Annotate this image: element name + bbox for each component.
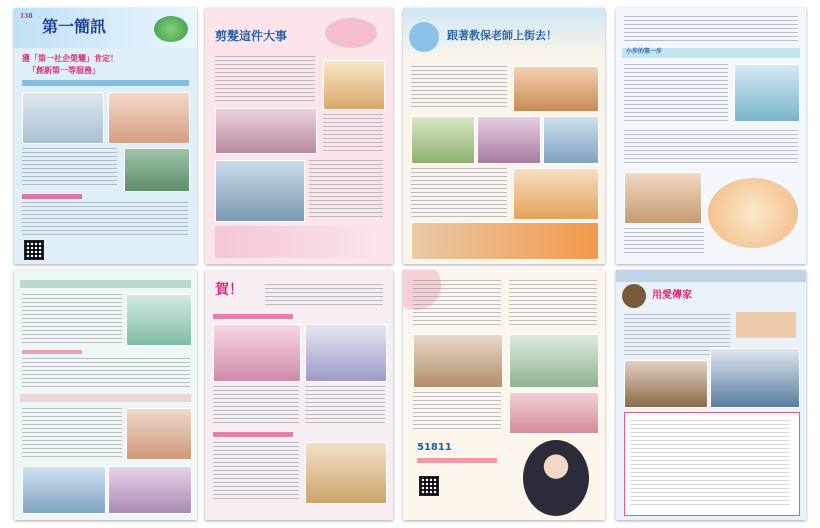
- section-heading: 小步的第一步: [626, 48, 663, 55]
- photo-haircut-3: [215, 160, 305, 222]
- qr-code-icon: [419, 476, 439, 496]
- intro-text: [624, 16, 798, 42]
- photo-outing-3: [477, 116, 541, 164]
- article-text-3: [309, 160, 383, 220]
- article-text: [213, 386, 299, 426]
- photo-event-1: [413, 334, 503, 388]
- photo-service-2: [126, 408, 192, 460]
- photo-service-1: [126, 294, 192, 346]
- photo-service-3: [22, 466, 106, 514]
- photo-staff: [124, 148, 190, 192]
- photo-outing-4: [543, 116, 599, 164]
- section-heading-2: [213, 432, 293, 437]
- issue-number: 138: [20, 13, 33, 20]
- article-text-2: [22, 358, 190, 388]
- article-text-3: [624, 228, 704, 256]
- article-text-2: [22, 202, 188, 238]
- article-text-2: [323, 114, 383, 154]
- page-8: [616, 270, 806, 520]
- photo-haircut-1: [323, 60, 385, 110]
- page-5: [14, 270, 197, 520]
- footer-band: [215, 226, 383, 258]
- photo-outing-2: [411, 116, 475, 164]
- page-title: 用愛傳家: [652, 290, 692, 301]
- page-title: 剪髮這件大事: [215, 29, 288, 43]
- headline-line-1: 獲「第一社企榮耀」肯定！: [22, 53, 118, 63]
- headline-line-2: 「創新第一等服務」: [28, 65, 100, 75]
- photo-activity: [624, 172, 702, 224]
- article-text-2: [305, 386, 385, 426]
- article-text: [215, 56, 315, 102]
- page-3: [403, 8, 605, 264]
- photo-outing-1: [513, 66, 599, 112]
- photo-shoes: [624, 360, 708, 408]
- article-text-2: [411, 168, 507, 218]
- photo-class: [734, 64, 800, 122]
- photo-person: [710, 348, 800, 408]
- page-1: [14, 8, 197, 264]
- article-text: [22, 294, 122, 344]
- article-text-3: [22, 408, 122, 458]
- people-illustration: [409, 22, 439, 52]
- family-illustration: [708, 178, 798, 248]
- photo-award-3: [305, 442, 387, 504]
- header-band: [616, 270, 806, 282]
- article-text: [411, 66, 507, 110]
- photo-service-4: [108, 466, 192, 514]
- photo-award: [22, 92, 104, 144]
- photo-event-3: [509, 392, 599, 434]
- page-4: [616, 8, 806, 264]
- masthead-title: 第一簡訊: [42, 17, 107, 36]
- qr-code-icon: [24, 240, 44, 260]
- photo-outing-5: [513, 168, 599, 220]
- photo-award-1: [213, 324, 301, 382]
- page-title: 跟著教保老師上街去！: [447, 29, 557, 42]
- intro-text: [265, 284, 383, 308]
- photo-event-2: [509, 334, 599, 388]
- photo-outing-strip: [411, 222, 599, 260]
- section-heading: [22, 194, 82, 199]
- subheadline-bar: [22, 80, 189, 86]
- article-text: [413, 280, 501, 328]
- page-title: 賀！: [215, 282, 243, 298]
- article-text-2: [624, 130, 798, 166]
- section-heading: [213, 314, 293, 319]
- campaign-label: [736, 312, 796, 338]
- article-text: [22, 148, 117, 188]
- scissors-illustration: [325, 18, 377, 48]
- page-7: [403, 270, 605, 520]
- section-heading-band-2: [20, 394, 191, 402]
- shoe-icon: [622, 284, 646, 308]
- hotline-number: 51811: [417, 442, 452, 453]
- spokesperson-portrait: [523, 440, 589, 516]
- article-text-2: [509, 280, 597, 328]
- page-6: [205, 270, 393, 520]
- photo-award-2: [305, 324, 387, 382]
- page-2: [205, 8, 393, 264]
- photo-haircut-2: [215, 108, 317, 154]
- donation-form-lines: [630, 420, 790, 506]
- photo-group: [108, 92, 190, 144]
- hotline-caption: [417, 458, 497, 463]
- article-text-3: [213, 442, 299, 502]
- section-heading-band: [20, 280, 191, 288]
- plant-illustration: [154, 16, 188, 42]
- article-text: [624, 64, 728, 124]
- article-text-3: [413, 392, 501, 432]
- subheading-bar: [22, 350, 82, 354]
